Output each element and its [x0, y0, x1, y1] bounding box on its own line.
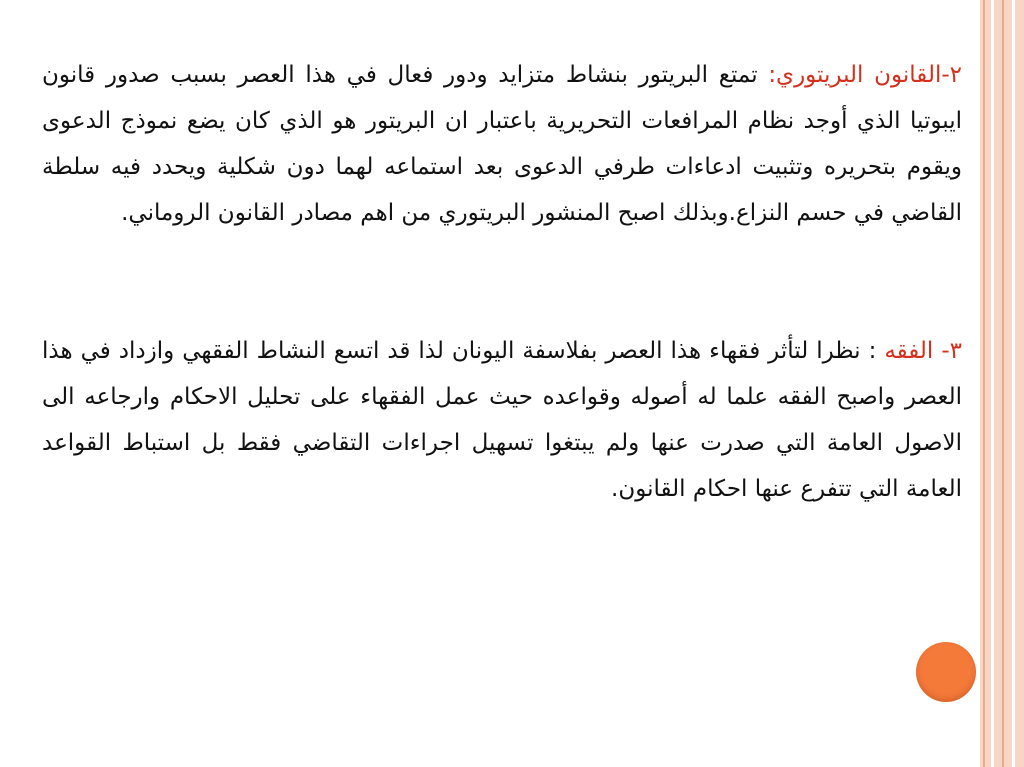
border-stripe [991, 0, 994, 767]
paragraph-praetorian-law [42, 52, 962, 236]
orange-circle-icon [916, 642, 976, 702]
border-stripe [1002, 0, 1004, 767]
paragraph-jurisprudence [42, 328, 962, 512]
section-heading: ٣- الفقه [884, 338, 962, 364]
section-heading: ٢-القانون البريتوري: [768, 62, 962, 88]
border-stripe [983, 0, 985, 767]
border-stripe [1012, 0, 1015, 767]
paragraph-body: : نظرا لتأثر فقهاء هذا العصر بفلاسفة اليونان لذا قد اتسع النشاط الفقهي وازداد في هذا العصر واصبح الفقه علما له أصوله وقواعده حيث عمل الفقهاء على تحليل الاحكام وارجاعه الى الاصول العامة التي صدرت عنها ولم يبتغوا تسهيل اجراءات التقاضي فقط بل استباط القواعد العامة التي تتفرع عنها احكام القانون. [42, 338, 962, 502]
paragraph-body: تمتع البريتور بنشاط متزايد ودور فعال في هذا العصر بسبب صدور قانون ايبوتيا الذي أوجد نظام المرافعات التحريرية باعتبار ان البريتور هو الذي كان يضع نموذج الدعوى ويقوم بتحريره وتثبيت ادعاءات طرفي الدعوى بعد استماعه لهما دون شكلية ويحدد فيه سلطة القاضي في حسم النزاع.وبذلك اصبح المنشور البريتوري من اهم مصادر القانون الروماني. [42, 62, 962, 226]
